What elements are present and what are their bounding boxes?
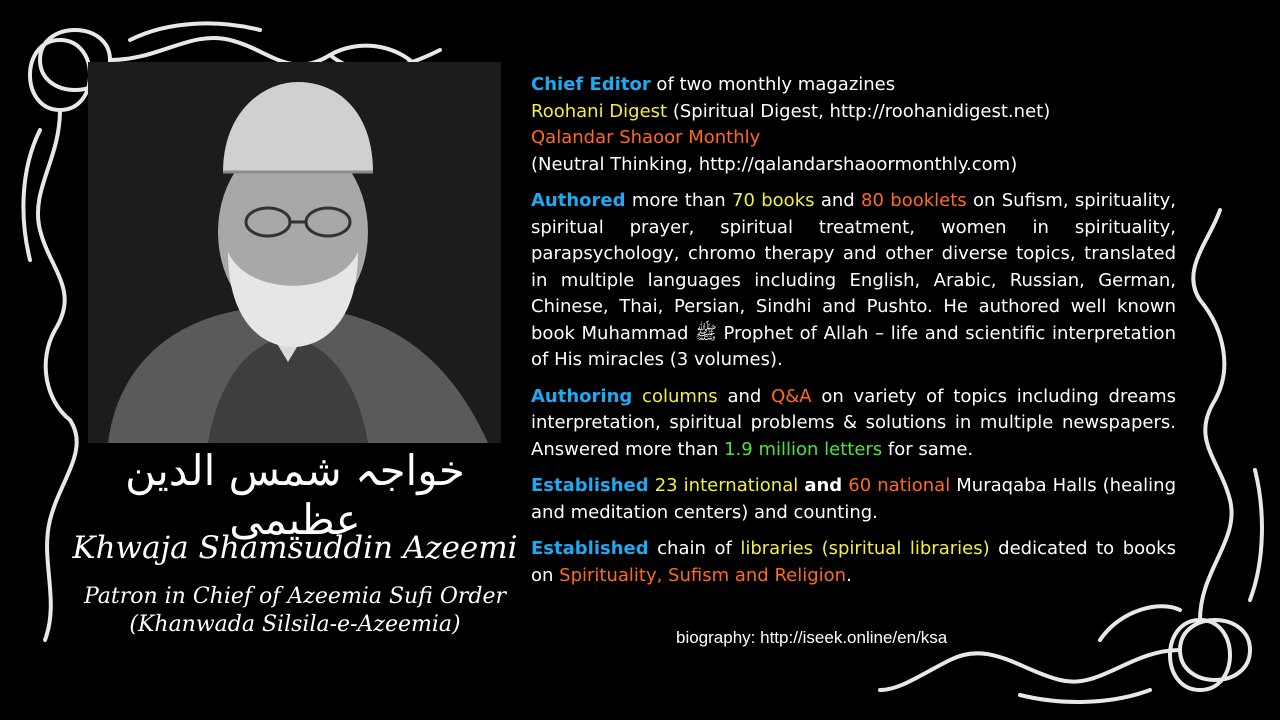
magazine-name: Roohani Digest — [531, 100, 668, 122]
highlight-columns: columns — [642, 385, 718, 407]
text: . — [846, 564, 852, 586]
paragraph-libraries — [531, 536, 1176, 589]
paragraph-editor — [531, 72, 1176, 178]
highlight-books: 70 books — [732, 190, 815, 211]
highlight-letters: 1.9 million letters — [724, 438, 883, 460]
text: and — [717, 385, 772, 407]
portrait-illustration — [88, 62, 501, 443]
highlight-national: 60 national — [848, 475, 951, 496]
highlight-booklets: 80 booklets — [861, 190, 967, 211]
magazine-detail: (Spiritual Digest, http://roohanidigest.net) — [667, 100, 1051, 122]
text: of two monthly magazines — [650, 74, 896, 95]
text: for same. — [882, 438, 974, 460]
text: chain of — [648, 538, 741, 559]
keyword-chief-editor: Chief Editor — [531, 74, 651, 95]
paragraph-authoring — [531, 384, 1176, 464]
paragraph-muraqaba — [531, 473, 1176, 526]
biography-link[interactable]: biography: http://iseek.online/en/ksa — [676, 628, 948, 647]
highlight-topics: Spirituality, Sufism and Religion — [559, 564, 847, 586]
paragraph-authored — [531, 188, 1176, 374]
person-name: Khwaja Shamsuddin Azeemi — [72, 530, 518, 566]
keyword-authoring: Authoring — [531, 385, 633, 407]
text-and: and — [804, 475, 843, 496]
text: and — [814, 190, 862, 211]
highlight-international: 23 international — [654, 475, 799, 496]
magazine-qalandar-detail: (Neutral Thinking, http://qalandarshaoormonthly.com) — [531, 153, 1018, 175]
text: Muraqaba Halls (healing and meditation centers) and counting. — [531, 475, 1177, 523]
text — [632, 386, 642, 407]
keyword-established: Established — [531, 475, 649, 496]
text: dedicated to books on — [531, 538, 1176, 586]
text: more than — [625, 190, 733, 211]
magazine-roohani-digest — [531, 99, 1176, 126]
portrait-photo — [88, 62, 501, 443]
highlight-libraries: libraries (spiritual libraries) — [740, 538, 990, 559]
text: on variety of topics including dreams interpretation, spiritual problems & solutions in multiple newspapers. Answered more than — [531, 385, 1176, 460]
keyword-established: Established — [531, 538, 649, 559]
biography-text — [531, 72, 1176, 599]
title-line-2: (Khanwada Silsila-e-Azeemia) — [129, 612, 461, 637]
urdu-name: خواجہ شمس الدین عظیمی — [125, 446, 465, 544]
text: on Sufism, spirituality, spiritual prayer, spiritual treatment, women in spirituality, parapsychology, chromo therapy and other diverse topics, translated in multiple languages including English, Arabic, Russian, German, Chinese, Thai, Persian, Sindhi and Pushto. He authored well known book Muhammad ﷺ Prophet of Allah – life and scientific interpretation of His miracles (3 volumes). — [531, 190, 1176, 370]
highlight-qa: Q&A — [771, 385, 812, 407]
keyword-authored: Authored — [531, 190, 626, 211]
title-line-1: Patron in Chief of Azeemia Sufi Order — [83, 584, 507, 609]
magazine-qalandar-shaoor: Qalandar Shaoor Monthly — [531, 127, 761, 148]
